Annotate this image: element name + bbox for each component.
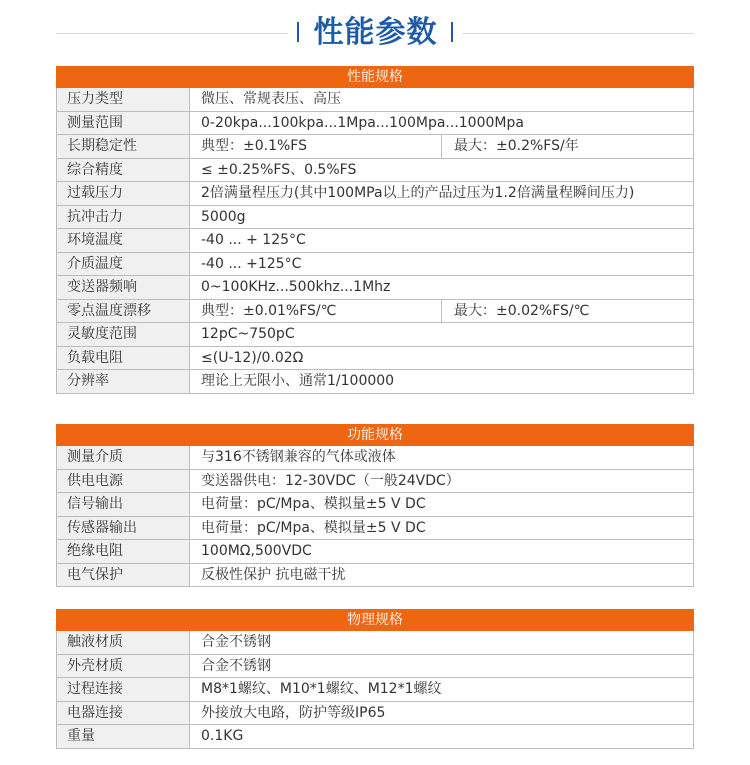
- table-row: [57, 276, 693, 300]
- spec-value: 微压、常规表压、高压: [201, 91, 341, 107]
- spec-label: 绝缘电阻: [57, 540, 190, 563]
- table-row: [57, 182, 693, 206]
- section-header: 性能规格: [56, 66, 694, 88]
- table-row: [57, 300, 693, 324]
- spec-section: [56, 66, 694, 394]
- spec-value: 反极性保护 抗电磁干扰: [201, 566, 346, 583]
- spec-value: -40 ... +125°C: [201, 255, 302, 272]
- section-header: 功能规格: [56, 424, 694, 446]
- table-row: [57, 725, 693, 749]
- spec-label: 环境温度: [57, 229, 190, 252]
- table-row: [57, 159, 693, 183]
- spec-label: 测量范围: [57, 112, 190, 135]
- table-row: [57, 88, 693, 112]
- spec-label: 过载压力: [57, 182, 190, 205]
- spec-label: 触液材质: [57, 631, 190, 654]
- spec-label: 电器连接: [57, 702, 190, 725]
- spec-label: 压力类型: [57, 88, 190, 111]
- spec-label: 测量介质: [57, 446, 190, 469]
- spec-value-max: 最大：±0.02%FS/℃: [454, 302, 590, 319]
- spec-section: [56, 609, 694, 749]
- title-accent-bar-left: [297, 22, 299, 42]
- spec-label: 过程连接: [57, 678, 190, 701]
- spec-value: 理论上无限小、通常1/100000: [201, 373, 395, 389]
- spec-label: 抗冲击力: [57, 206, 190, 229]
- spec-label: 电气保护: [57, 564, 190, 587]
- spec-table: [56, 88, 694, 394]
- spec-value: 12pC~750pC: [201, 326, 295, 342]
- spec-label: 零点温度漂移: [57, 300, 190, 323]
- page-title: 性能参数: [313, 15, 438, 50]
- spec-value: 合金不锈钢: [201, 657, 271, 674]
- spec-value-max: 最大：±0.2%FS/年: [454, 138, 579, 154]
- spec-value: 典型：±0.01%FS/℃: [190, 300, 442, 323]
- table-row: [57, 229, 693, 253]
- spec-label: 介质温度: [57, 253, 190, 276]
- page-header: [0, 0, 750, 60]
- table-row: [57, 253, 693, 277]
- section-header: 物理规格: [56, 609, 694, 631]
- spec-value: -40 ... + 125°C: [201, 232, 306, 248]
- table-row: [57, 655, 693, 679]
- spec-value: M8*1螺纹、M10*1螺纹、M12*1螺纹: [201, 681, 442, 697]
- spec-label: 信号输出: [57, 493, 190, 516]
- table-row: [57, 135, 693, 159]
- spec-table: [56, 446, 694, 587]
- table-row: [57, 678, 693, 702]
- table-row: [57, 446, 693, 470]
- spec-label: 重量: [57, 725, 190, 748]
- table-row: [57, 540, 693, 564]
- table-row: [57, 470, 693, 494]
- table-row: [57, 564, 693, 588]
- spec-label: 综合精度: [57, 159, 190, 182]
- table-row: [57, 112, 693, 136]
- spec-value: 外接放大电路，防护等级IP65: [201, 704, 386, 721]
- table-row: [57, 517, 693, 541]
- title-accent-bar-right: [451, 22, 453, 42]
- spec-value: 电荷量：pC/Mpa、模拟量±5 V DC: [201, 496, 426, 512]
- spec-value: 0~100KHz...500khz...1Mhz: [201, 279, 391, 295]
- table-row: [57, 702, 693, 726]
- spec-label: 外壳材质: [57, 655, 190, 678]
- table-row: [57, 370, 693, 394]
- spec-label: 变送器频响: [57, 276, 190, 299]
- spec-label: 传感器输出: [57, 517, 190, 540]
- spec-label: 长期稳定性: [57, 135, 190, 158]
- spec-value: ≤ ±0.25%FS、0.5%FS: [201, 161, 357, 178]
- table-row: [57, 631, 693, 655]
- spec-value: 5000g: [201, 208, 246, 225]
- table-row: [57, 206, 693, 230]
- spec-value: 100MΩ,500VDC: [201, 543, 312, 559]
- spec-value: 合金不锈钢: [201, 634, 271, 650]
- spec-label: 供电电源: [57, 470, 190, 493]
- spec-value: 2倍满量程压力(其中100MPa以上的产品过压为1.2倍满量程瞬间压力): [201, 185, 635, 201]
- spec-value: 变送器供电：12-30VDC（一般24VDC）: [201, 472, 460, 489]
- table-row: [57, 347, 693, 371]
- title-divider-left: [56, 33, 288, 34]
- spec-section: [56, 424, 694, 587]
- spec-label: 负载电阻: [57, 347, 190, 370]
- spec-value: 与316不锈钢兼容的气体或液体: [201, 449, 396, 465]
- spec-label: 分辨率: [57, 370, 190, 393]
- spec-value: 0.1KG: [201, 728, 244, 744]
- table-row: [57, 493, 693, 517]
- spec-value: ≤(U-12)/0.02Ω: [201, 349, 304, 366]
- spec-label: 灵敏度范围: [57, 323, 190, 346]
- title-divider-right: [462, 33, 694, 34]
- spec-value: 电荷量：pC/Mpa、模拟量±5 V DC: [201, 519, 426, 536]
- table-row: [57, 323, 693, 347]
- spec-value: 0-20kpa...100kpa...1Mpa...100Mpa...1000Mpa: [201, 114, 524, 131]
- spec-table: [56, 631, 694, 749]
- spec-value: 典型：±0.1%FS: [190, 135, 442, 158]
